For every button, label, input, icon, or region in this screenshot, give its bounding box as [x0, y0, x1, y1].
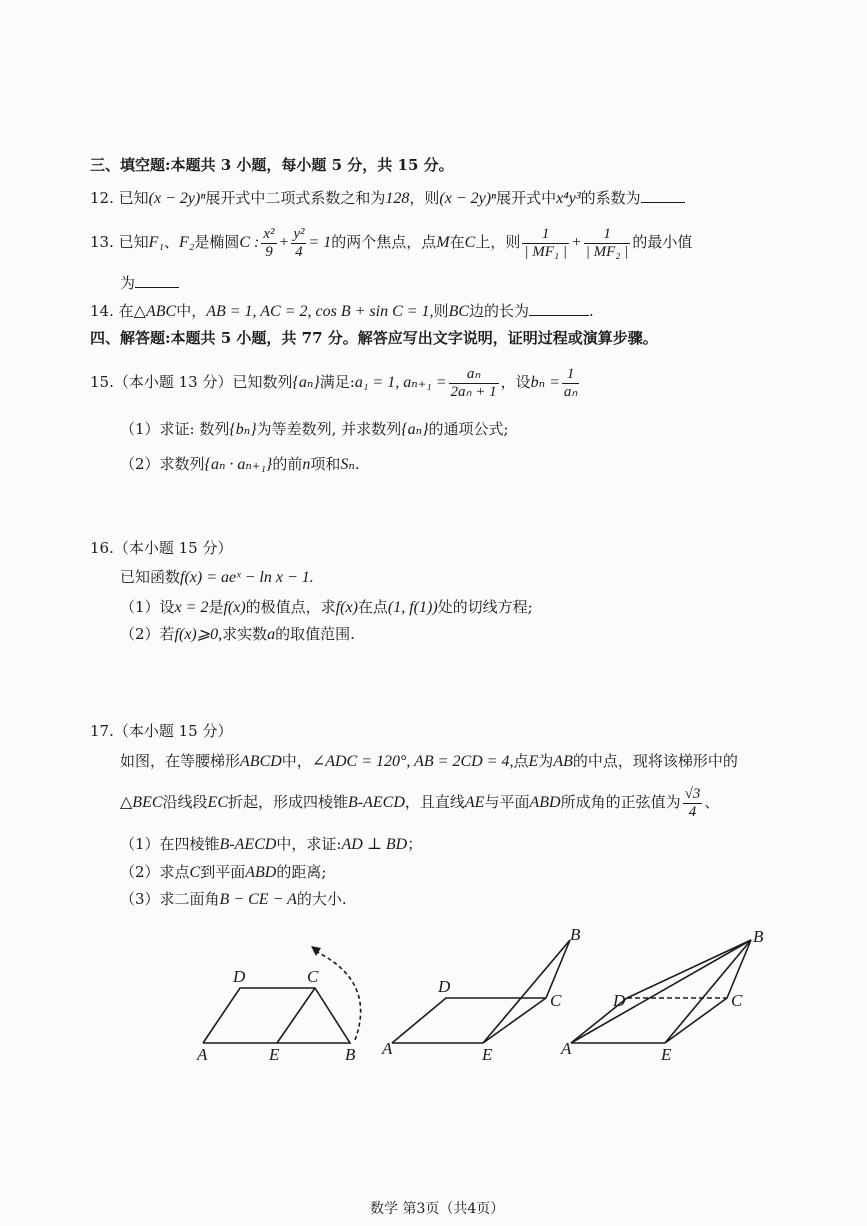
q17-part-1 [120, 833, 422, 856]
q15-p1-text: 的通项公式; [428, 420, 509, 438]
question-14 [90, 300, 594, 323]
q16-number: 16. [90, 539, 114, 557]
trapezoid-outline [203, 988, 350, 1043]
fig2-label-a: A [382, 1039, 393, 1058]
q15-text: 满足: [319, 373, 355, 391]
q15-score: （本小题 13 分） [113, 373, 233, 391]
fraction-numerator: 1 [584, 226, 631, 244]
q16-p1-text: （1）设 [120, 598, 175, 616]
q13-fraction-mf1 [522, 226, 569, 261]
q13-expr: F₁ [148, 234, 164, 251]
q15-p2-expr: n [302, 456, 311, 473]
q13-text: 是椭圆 [194, 233, 240, 251]
fraction-denominator: | MF₂ | [585, 243, 629, 260]
q17-text: 点 [513, 752, 529, 770]
q13-fraction-y [291, 226, 306, 261]
q16-p2-text: 的取值范围. [275, 625, 355, 643]
q16-p2-text: 求实数 [222, 625, 268, 643]
q13-text: 为 [120, 274, 136, 292]
fig1-label-a: A [197, 1045, 208, 1064]
q15-part-2 [120, 453, 360, 476]
question-15 [90, 362, 581, 403]
fig2-label-e: E [482, 1045, 493, 1064]
q13-fraction-x [261, 226, 276, 261]
q15-text: ，设 [500, 373, 531, 391]
fig3-label-b: B [753, 927, 764, 946]
q17-p3-text: （3）求二面角 [120, 890, 220, 908]
q13-equals: = 1 [308, 234, 332, 251]
q14-period: . [589, 302, 594, 320]
fig3-label-c: C [731, 991, 743, 1010]
fraction-numerator: aₙ [449, 366, 499, 384]
q17-p2-text: 的距离; [276, 863, 327, 881]
q15-part-1 [120, 418, 509, 441]
q17-p1-text: 中，求证: [276, 835, 342, 853]
q15-p1-text: （1）求证: 数列 [120, 420, 230, 438]
q16-p1-expr: f(x) [335, 599, 358, 616]
q16-p2-text: （2）若 [120, 625, 175, 643]
q15-number: 15. [90, 373, 114, 391]
q14-answer-blank [529, 301, 589, 316]
q15-p2-expr: Sₙ [340, 456, 355, 473]
q13-answer-blank [135, 273, 179, 288]
fraction-denominator: | MF₁ | [524, 243, 567, 260]
q13-expr: M [436, 234, 450, 251]
q13-text: 上，则 [475, 233, 521, 251]
q17-text: 沿线段 [162, 793, 208, 811]
fraction-numerator: 1 [522, 226, 569, 244]
q12-text: ，则 [409, 189, 440, 207]
q15-expr: bₙ = [530, 374, 560, 391]
q17-p3-text: 的大小. [296, 890, 347, 908]
q15-p2-text: （2）求数列 [120, 455, 205, 473]
q17-expr: E [528, 753, 539, 770]
fraction-denominator: 2aₙ + 1 [450, 383, 497, 400]
q12-text: 已知 [118, 189, 149, 207]
q17-expr: EC [207, 794, 228, 811]
segment-ec [277, 988, 315, 1043]
q16-p1-text: 在点 [357, 598, 388, 616]
q12-text: 展开式中二项式系数之和为 [205, 189, 386, 207]
q17-fraction-sin [683, 786, 703, 821]
fraction-numerator: √3 [684, 785, 701, 802]
q13-expr: F₂ [179, 234, 195, 251]
segment-ab [571, 940, 751, 1043]
q12-expr-2: 128 [385, 190, 410, 207]
q17-text: ，且直线 [404, 793, 465, 811]
fraction-numerator: 1 [562, 366, 579, 384]
q17-expr: △BEC [120, 794, 163, 811]
q16-score: （本小题 15 分） [113, 539, 233, 557]
q17-expr: ABCD [240, 753, 282, 770]
q16-p1-text: 处的切线方程; [437, 598, 533, 616]
q12-answer-blank [641, 188, 685, 203]
q16-p1-text: 是 [208, 598, 224, 616]
question-16 [90, 537, 232, 559]
q17-text: 所成角的正弦值为 [560, 793, 681, 811]
q17-expr: AE [464, 794, 485, 811]
q17-p2-text: 到平面 [200, 863, 246, 881]
fig2-label-b: B [570, 925, 581, 944]
q15-p2-text: . [354, 455, 360, 473]
q15-expr: a₁ = 1, aₙ₊₁ = [354, 374, 447, 391]
q14-expr: BC [448, 303, 470, 320]
q17-stem-line-2 [120, 782, 719, 823]
q17-p1-text: （1）在四棱锥 [120, 835, 220, 853]
q14-text: 边的长为 [469, 302, 530, 320]
q17-p1-expr: AD ⊥ BD [341, 836, 408, 853]
q15-p2-expr: {aₙ · aₙ₊₁} [204, 456, 273, 473]
q16-p1-expr: (1, f(1)) [387, 599, 438, 616]
fraction-denominator: 9 [265, 243, 273, 260]
q16-p1-text: 的极值点，求 [245, 598, 336, 616]
q13-text: 已知 [118, 233, 149, 251]
q14-text: 则 [433, 302, 449, 320]
q13-expr: C [464, 234, 476, 251]
section-3-heading: 三、填空题:本题共 3 小题，每小题 5 分，共 15 分。 [90, 156, 454, 174]
q17-stem-line-1 [120, 750, 738, 773]
q17-text: 的中点，现将该梯形中的 [572, 752, 738, 770]
question-13-cont [120, 272, 179, 294]
q13-number: 13. [90, 233, 114, 251]
q13-fraction-mf2 [584, 226, 631, 261]
section-4-heading: 四、解答题:本题共 5 小题，共 77 分。解答应写出文字说明，证明过程或演算步骤。 [90, 329, 658, 347]
q17-p3-expr: B − CE − A [219, 891, 297, 908]
fig2-label-c: C [550, 991, 562, 1010]
fraction-denominator: 4 [295, 243, 303, 260]
q15-fraction-a [449, 366, 499, 401]
q17-number: 17. [90, 722, 114, 740]
q17-expr: ABD [529, 794, 561, 811]
fig3-label-a: A [561, 1039, 572, 1058]
q17-expr: AB [553, 753, 573, 770]
q15-fraction-b [562, 366, 579, 401]
q15-text: 已知数列 [232, 373, 293, 391]
fraction-denominator: 4 [688, 803, 697, 820]
q14-text: 中， [176, 302, 207, 320]
q14-expr: AB = 1, AC = 2, cos B + sin C = 1, [206, 303, 434, 320]
q16-p2-expr: a [267, 626, 276, 643]
q13-plus: + [278, 234, 290, 251]
q17-p1-text: ； [407, 835, 423, 853]
q17-text: 为 [538, 752, 554, 770]
q17-p1-expr: B-AECD [219, 836, 277, 853]
q17-p2-text: （2）求点 [120, 863, 190, 881]
q12-expr-1: (x − 2y)ⁿ [148, 190, 206, 207]
q15-p1-expr: {bₙ} [229, 421, 257, 438]
q12-text: 展开式中 [496, 189, 557, 207]
q16-text: 已知函数 [120, 568, 181, 586]
q15-p1-text: 为等差数列, 并求数列 [256, 420, 402, 438]
q16-part-2 [120, 623, 355, 646]
q17-part-2 [120, 861, 326, 884]
q12-expr-4: x⁴y³ [556, 190, 581, 207]
q14-number: 14. [90, 302, 114, 320]
q17-p2-expr: ABD [245, 864, 277, 881]
fig2-label-d: D [438, 977, 451, 996]
q17-text: 中， [281, 752, 312, 770]
fraction-numerator: x² [263, 225, 275, 242]
question-12 [90, 187, 685, 210]
q13-expr: C : [239, 234, 260, 251]
q13-text: 的最小值 [632, 233, 693, 251]
q16-stem [120, 566, 314, 589]
fig1-label-d: D [233, 967, 246, 986]
q16-p2-expr: f(x)⩾0, [174, 626, 223, 643]
q15-p2-text: 项和 [310, 455, 341, 473]
figure-trapezoid [185, 930, 385, 1070]
q17-text: 折起，形成四棱锥 [228, 793, 349, 811]
q14-expr: △ABC [133, 303, 177, 320]
q16-part-1 [120, 596, 533, 619]
q17-text: 与平面 [484, 793, 530, 811]
q17-text: 如图，在等腰梯形 [120, 752, 241, 770]
q15-p2-text: 的前 [272, 455, 303, 473]
question-13 [90, 222, 692, 263]
q17-part-3 [120, 888, 347, 911]
fraction-numerator: y² [293, 225, 305, 242]
q13-text: 的两个焦点，点 [331, 233, 437, 251]
q17-p2-expr: C [189, 864, 201, 881]
question-17 [90, 720, 232, 742]
fig1-label-c: C [307, 967, 319, 986]
q17-score: （本小题 15 分） [113, 722, 233, 740]
q12-text: 的系数为 [580, 189, 641, 207]
page-footer: 数学 第3页（共4页） [370, 1201, 505, 1217]
q15-expr: {aₙ} [292, 374, 320, 391]
segment-db [627, 940, 751, 998]
q16-p1-expr: x = 2 [174, 599, 209, 616]
q13-text: 在 [449, 233, 465, 251]
fold-arrowhead-icon [311, 946, 321, 956]
fig1-label-e: E [269, 1045, 280, 1064]
q13-plus: + [570, 234, 582, 251]
q13-text: 、 [164, 233, 180, 251]
figure-pyramid [555, 920, 795, 1070]
q15-p1-expr: {aₙ} [401, 421, 429, 438]
fig3-label-d: D [613, 991, 626, 1010]
q12-expr-3: (x − 2y)ⁿ [439, 190, 497, 207]
q12-number: 12. [90, 189, 114, 207]
q17-expr: B-AECD [348, 794, 405, 811]
fig1-label-b: B [345, 1045, 356, 1064]
q16-p1-expr: f(x) [223, 599, 246, 616]
q14-text: 在 [118, 302, 134, 320]
q16-expr: f(x) = aeˣ − ln x − 1. [180, 569, 314, 586]
fraction-denominator: aₙ [563, 383, 578, 400]
q17-expr: ∠ADC = 120°, AB = 2CD = 4, [311, 753, 514, 770]
fig3-label-e: E [661, 1045, 672, 1064]
segment-a-d-c [392, 998, 546, 1043]
q17-text: 、 [704, 793, 720, 811]
